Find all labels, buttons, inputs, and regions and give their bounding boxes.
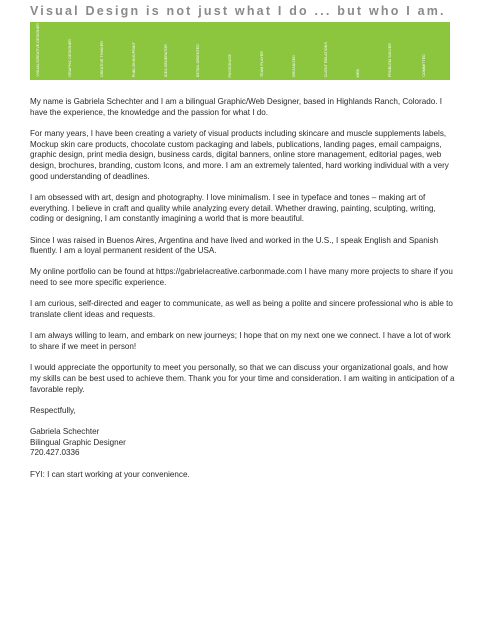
letter-paragraph: I am obsessed with art, design and photography. I love minimalism. I see in typeface and tones – making art of everything. I believe in craft and quality while analyzing every detail. Whether drawing, painting, sculpting, writing, coding or designing, I am constantly imagining a world that is more beautiful. [30, 192, 436, 224]
banner-label: ORGANIZED [292, 54, 296, 77]
banner-label: VISUAL/CREATIVE DESIGNER [36, 23, 40, 77]
letter-paragraph: Since I was raised in Buenos Aires, Argentina and have lived and worked in the U.S., I speak English and Spanish fluently. I am a loyal permanent resident of the USA. [30, 235, 439, 256]
letter-paragraph: My online portfolio can be found at https://gabrielacreative.carbonmade.com I have many more projects to share if you need to see more specific experience. [30, 267, 453, 288]
banner-label: PASSIONATE [228, 53, 232, 77]
banner-label: IDEA GENERATOR [164, 43, 168, 77]
letter-paragraph: For many years, I have been creating a variety of visual products including skincare and muscle supplements labels, Mockup skin care products, chocolate custom packaging and labels, publications, landing pages, email campaigns, graphic design, print media design, business cards, digital banners, online store management, editorial pages, web design, brochures, branding, custom Icons, and more. I am an extremely talented, hard working individual with a very good understanding of deadlines. [30, 128, 449, 181]
banner-label: CREATIVE THINKER [100, 40, 104, 77]
page-title: Visual Design is not just what I do ... but who I am. [30, 4, 446, 18]
banner-label: TEAM PLAYER [260, 51, 264, 77]
banner-label: COMMITTED [422, 54, 426, 77]
signature-name: Gabriela Schechter [30, 426, 100, 436]
banner-label: GRAPHIC DESIGNER [68, 39, 72, 77]
cover-letter-body [30, 97, 456, 491]
letter-closing: Respectfully, [30, 405, 76, 415]
letter-paragraph: I would appreciate the opportunity to meet you personally, so that we can discuss your organizational goals, and how my skills can be best used to achieve them. Thank you for your time and consideration. I am waiting in anticipation of a favorable reply. [30, 363, 455, 394]
letter-paragraph: My name is Gabriela Schechter and I am a bilingual Graphic/Web Designer, based in Highlands Ranch, Colorado. I have the experience, the knowledge and the passion for what I do. [30, 97, 442, 117]
banner-label: PROBLEM SOLVER [388, 42, 392, 77]
signature-role: Bilingual Graphic Designer [30, 437, 126, 447]
banner-label: DETAIL ORIENTED [196, 43, 200, 77]
letter-paragraph: I am always willing to learn, and embark on new journeys; I hope that on my next one we connect. I have a lot of work to share if we meet in person! [30, 331, 451, 351]
signature-phone: 720.427.0336 [30, 448, 80, 458]
banner-label: CLIENT RELATIONS [324, 41, 328, 77]
skills-banner [30, 22, 450, 80]
letter-paragraph: I am curious, self-directed and eager to communicate, as well as being a polite and sincere professional who is able to translate client ideas and requests. [30, 299, 453, 320]
banner-label: WEB [356, 68, 360, 77]
letter-fyi: FYI: I can start working at your convenience. [30, 469, 190, 479]
banner-label: PUBLISHING/PRINT [132, 41, 136, 77]
